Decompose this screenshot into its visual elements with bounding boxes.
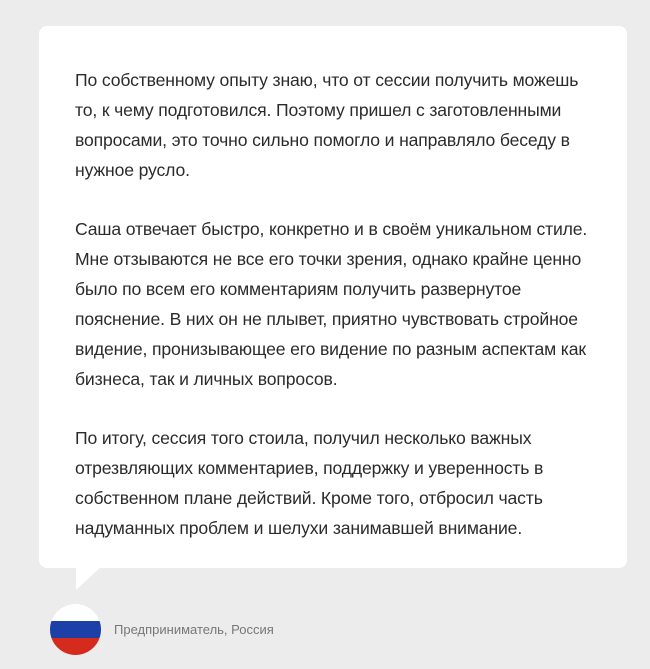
author-info [50,604,274,655]
speech-bubble-tail [76,566,102,590]
author-role: Предприниматель, Россия [114,622,274,637]
flag-stripe-white [50,604,101,621]
testimonial-card [39,26,627,568]
russia-flag-icon [50,604,101,655]
testimonial-paragraph-2: Саша отвечает быстро, конкретно и в своём уникальном стиле. Мне отзываются не все его точки зрения, однако крайне ценно было по всем его комментариям получить развернутое пояснение. В них он не плывет, приятно чувствовать стройное видение, пронизывающее его видение по разным аспектам как бизнеса, так и личных вопросов. [75,219,588,389]
flag-stripe-blue [50,621,101,638]
testimonial-paragraph-3: По итогу, сессия того стоила, получил несколько важных отрезвляющих комментариев, поддержку и уверенность в собственном плане действий. Кроме того, отбросил часть надуманных проблем и шелухи занимавшей внимание. [75,428,544,538]
flag-stripe-red [50,638,101,655]
testimonial-paragraph-1: По собственному опыту знаю, что от сессии получить можешь то, к чему подготовился. Поэтому пришел с заготовленными вопросами, это точно сильно помогло и направляло беседу в нужное русло. [75,70,579,180]
